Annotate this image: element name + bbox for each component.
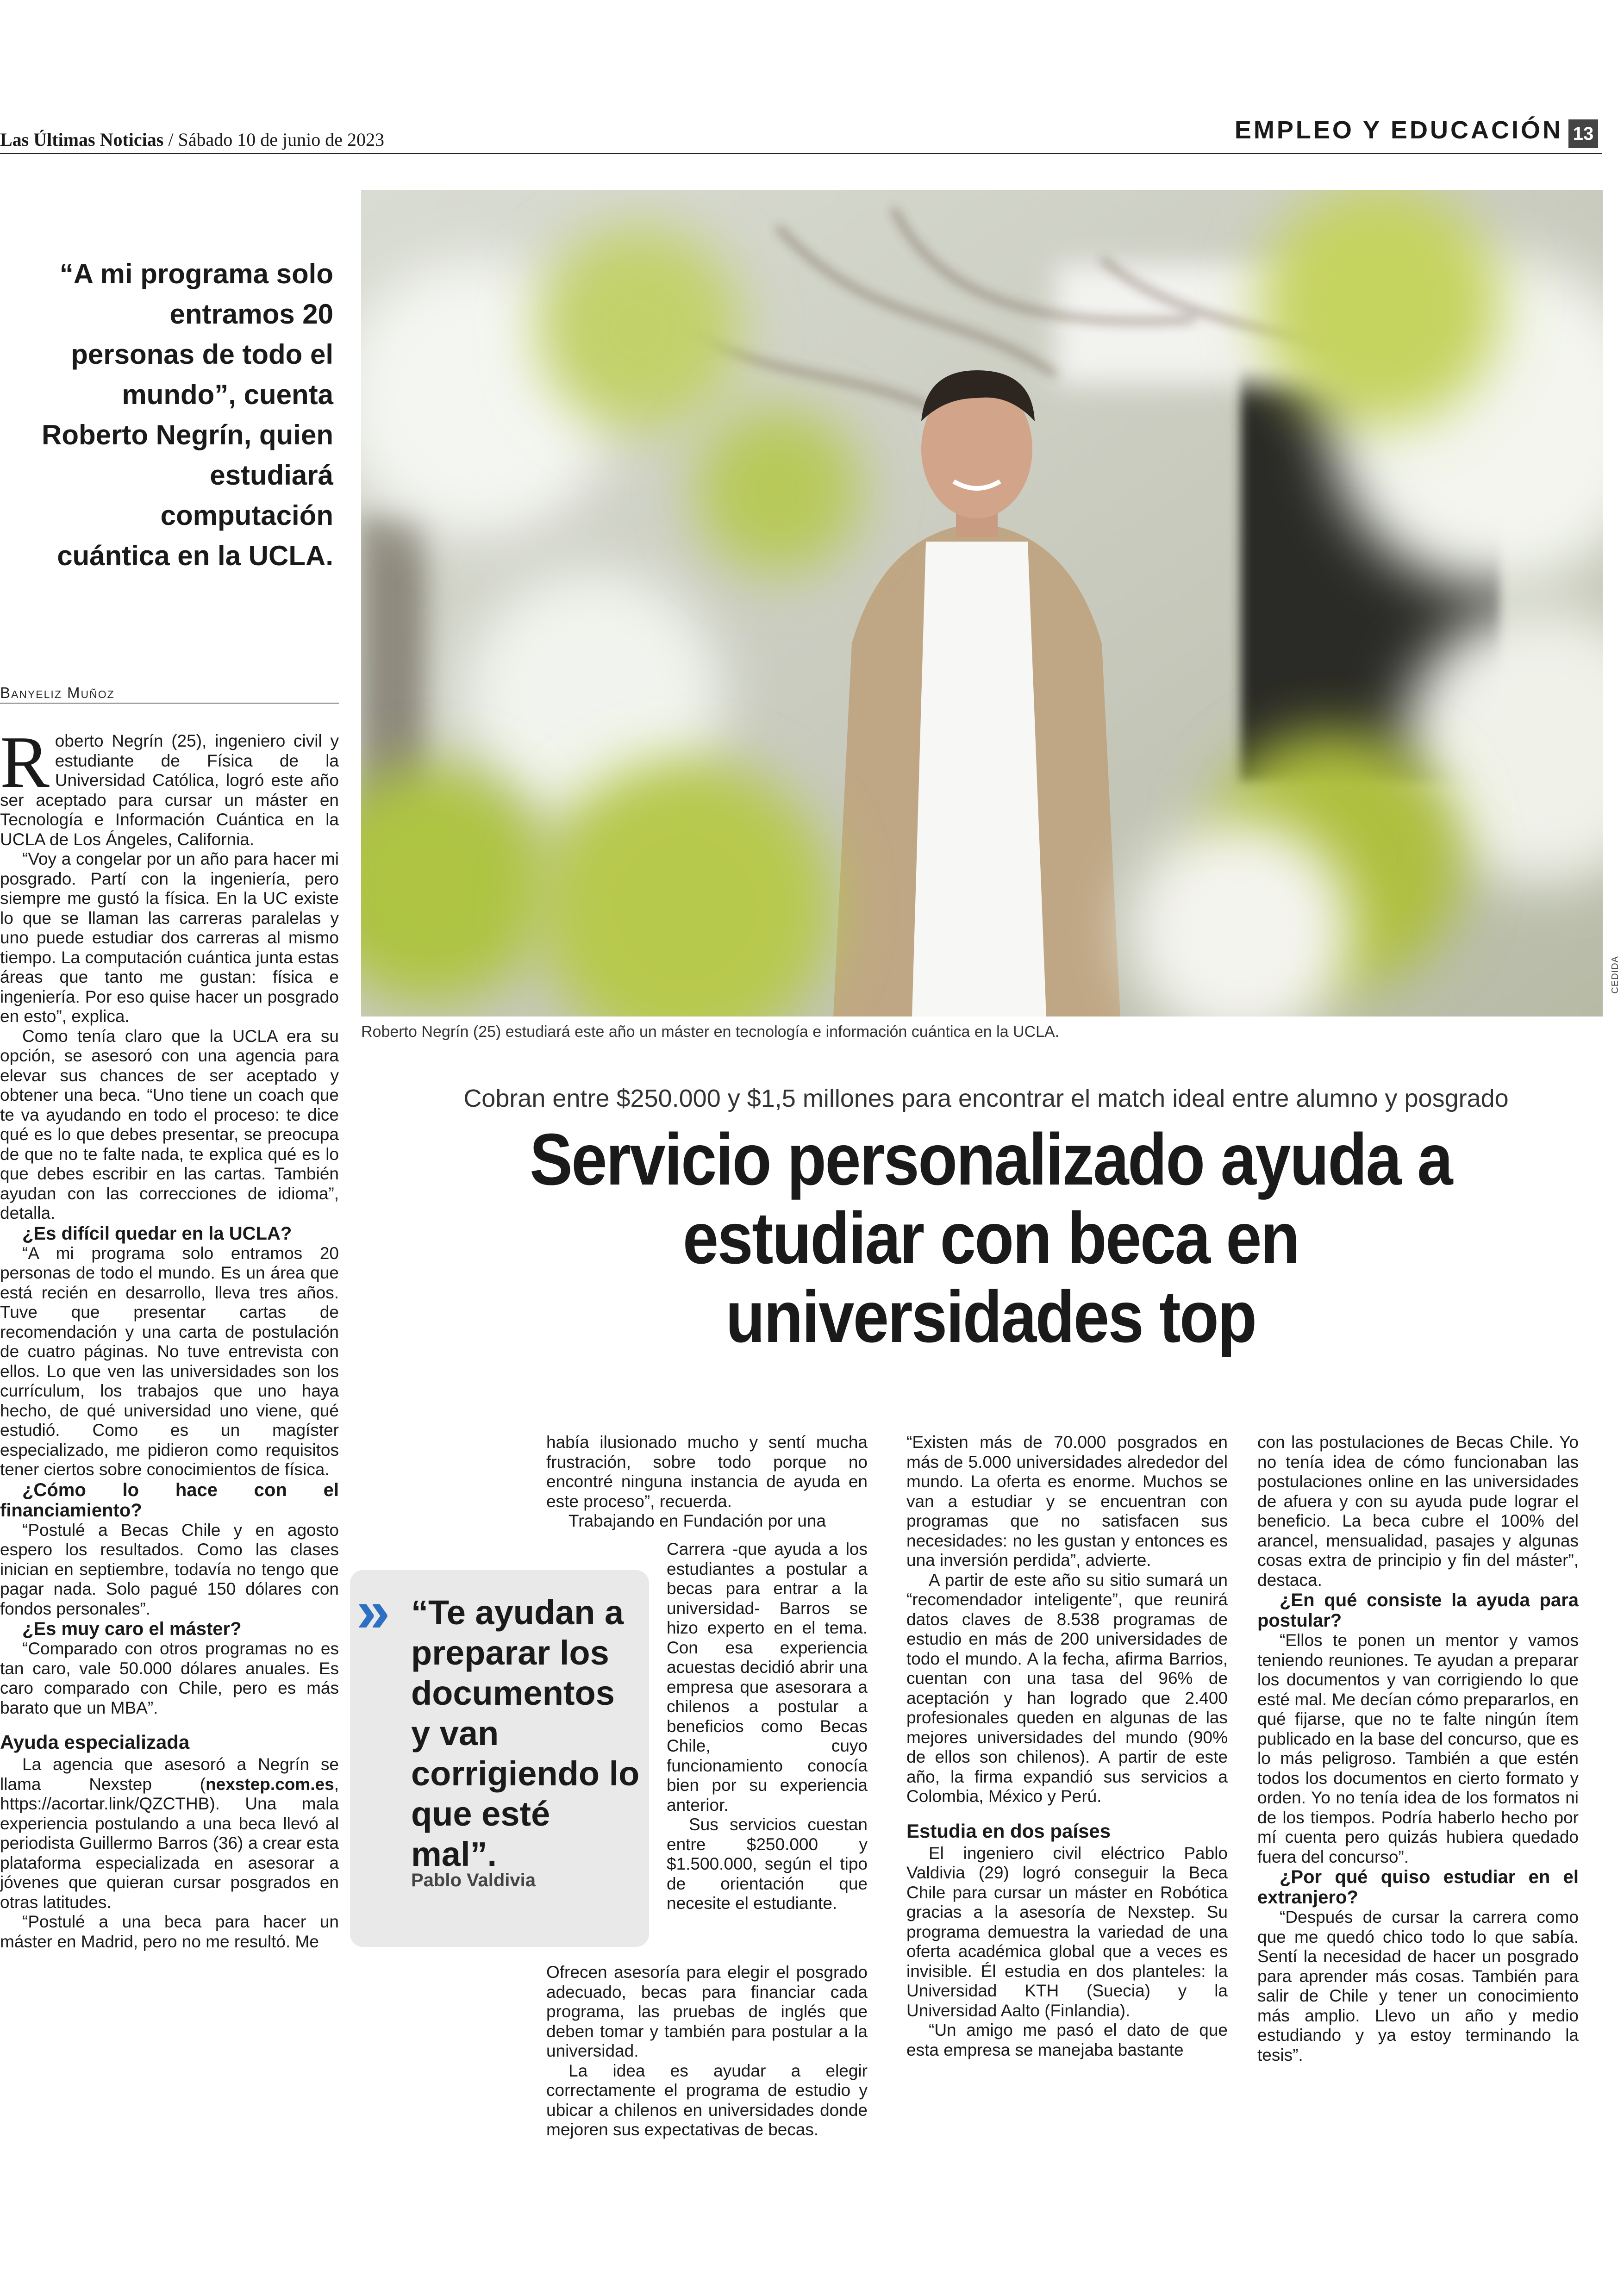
paragraph (0, 1755, 339, 1912)
article-column-2-bottom (546, 1963, 868, 2140)
paragraph: “Comparado con otros programas no es tan caro, vale 50.000 dólares anuales. Es caro comparado con Chile, pero es más barato que un MBA”. (0, 1639, 339, 1717)
article-photo (361, 190, 1603, 1017)
subheading: Estudia en dos países (906, 1820, 1111, 1842)
paragraph: Como tenía claro que la UCLA era su opción, se asesoró con una agencia para elevar sus chances de ser aceptado y obtener una beca. “Uno tiene un coach que te va ayudando en todo el proceso: te dice qué es lo que debes presentar, se preocupa de que no te falte nada, te explica qué es lo que debes escribir en las cartas. También ayudan con las correcciones de idioma”, detalla. (0, 1026, 339, 1222)
headline-line-2: estudiar con beca en (682, 1197, 1299, 1279)
quote-chevron-icon: » (356, 1577, 381, 1645)
interview-question: ¿Por qué quiso estudiar en el extranjero? (1257, 1867, 1579, 1908)
interview-question: ¿Es difícil quedar en la UCLA? (22, 1223, 292, 1244)
paragraph: “Voy a congelar por un año para hacer mi posgrado. Partí con la ingeniería, pero siempre me gustó la física. En la UC existe lo que se llaman las carreras paralelas y uno puede estudiar dos carreras al mismo tiempo. La computación cuántica junta estas áreas que tanto me gustan: física e ingeniería. Por eso quise hacer un posgrado en esto”, explica. (0, 849, 339, 1026)
interview-question: ¿Es muy caro el máster? (22, 1619, 242, 1639)
photo-caption: Roberto Negrín (25) estudiará este año un máster en tecnología e información cuántica en la UCLA. (361, 1023, 1060, 1041)
paragraph: con las postulaciones de Becas Chile. Yo no tenía idea de cómo funcionaban las postulaciones online en las universidades de afuera y con su ayuda pude lograr el beneficio. La beca cubre el 100% del arancel, mensualidad, pasajes y algunas cosas extra de principio y fin del máster”, destaca. (1257, 1433, 1579, 1590)
article-column-4 (1257, 1433, 1579, 2065)
paragraph: “Un amigo me pasó el dato de que esta empresa se manejaba bastante (906, 2021, 1228, 2059)
paragraph (0, 721, 339, 849)
article-column-3 (906, 1433, 1228, 2060)
byline: Banyeliz Muñoz (0, 684, 115, 701)
issue-date: Sábado 10 de junio de 2023 (178, 129, 384, 150)
subheading: Ayuda especializada (0, 1731, 190, 1753)
header-rule (0, 153, 1602, 154)
quote-text: “Te ayudan a preparar los documentos y van corrigiendo lo que esté mal”. (411, 1593, 640, 1873)
interview-question: ¿En qué consiste la ayuda para postular? (1257, 1590, 1579, 1631)
quote-author: Pablo Valdivia (411, 1870, 536, 1890)
article-column-2-top (546, 1433, 868, 1531)
headline-kicker: Cobran entre $250.000 y $1,5 millones para encontrar el match ideal entre alumno y posgrado (463, 1085, 1509, 1112)
headline-line-3: universidades top (725, 1276, 1256, 1358)
page-number: 13 (1568, 119, 1598, 148)
byline-rule (0, 703, 339, 704)
article-column-1 (0, 721, 339, 1952)
headline (453, 1120, 1528, 1356)
paragraph: A partir de este año su sitio sumará un “recomendador inteligente”, que reunirá datos claves de 8.538 programas de estudio en más de 200 universidades de todo el mundo. A la fecha, afirma Barrios, cuentan con una tasa del 96% de aceptación y han logrado que 2.400 profesionales queden en algunas de las mejores universidades del mundo (90% de ellos son chilenos). A partir de este año, la firma expandió sus servicios a Colombia, México y Perú. (906, 1570, 1228, 1806)
article-column-2-narrow (667, 1540, 868, 1914)
interview-question: ¿Cómo lo hace con el financiamiento? (0, 1479, 339, 1521)
website-link[interactable]: nexstep.com.es (206, 1774, 334, 1794)
newspaper-name: Las Últimas Noticias (0, 129, 164, 150)
masthead-date (0, 129, 384, 150)
paragraph-text: , https://acortar.link/QZCTHB). Una mala experiencia postulando a una beca llevó al periodista Guillermo Barros (36) a crear esta plataforma especializada en asesorar a jóvenes que quieran cursar posgrados en otras latitudes. (0, 1774, 339, 1912)
paragraph: El ingeniero civil eléctrico Pablo Valdivia (29) logró conseguir la Beca Chile para cursar un máster en Robótica gracias a la asesoría de Nexstep. Su programa demuestra la variedad de una oferta académica global que a veces es invisible. Él estudia en dos planteles: la Universidad KTH (Suecia) y la Universidad Aalto (Finlandia). (906, 1843, 1228, 2020)
paragraph: había ilusionado mucho y sentí mucha frustración, sobre todo porque no encontré ninguna instancia de ayuda en este proceso”, recuerda. (546, 1433, 868, 1511)
paragraph: “Después de cursar la carrera como que me quedó chico todo lo que sabía. Sentí la necesidad de hacer un posgrado para aprender más cosas. También para salir de Chile y tener un conocimiento más amplio. Llevo un año y medio estudiando y ya estoy terminando la tesis”. (1257, 1908, 1579, 2064)
photo-credit: CEDIDA (1610, 956, 1620, 994)
intro-pullquote: “A mi programa solo entramos 20 personas de todo el mundo”, cuenta Roberto Negrín, quien estudiará computación cuántica en la UCLA. (42, 258, 333, 571)
drop-cap: R (0, 721, 50, 803)
paragraph: La idea es ayudar a elegir correctamente el programa de estudio y ubicar a chilenos en universidades donde mejoren sus expectativas de becas. (546, 2061, 868, 2139)
paragraph: Trabajando en Fundación por una (568, 1511, 826, 1530)
paragraph: Sus servicios cuestan entre $250.000 y $1.500.000, según el tipo de orientación que necesite el estudiante. (667, 1815, 868, 1913)
section-title: EMPLEO Y EDUCACIÓN (1234, 116, 1563, 144)
paragraph: “A mi programa solo entramos 20 personas de todo el mundo. Es un área que está recién en desarrollo, lleva tres años. Tuve que presentar cartas de recomendación y una carta de postulación de cuatro páginas. No tuve entrevista con ellos. Lo que ven las universidades son los currículum, los trabajos que uno haya hecho, de qué universidad uno viene, qué estudió. Como es un magíster especializado, me pidieron como requisitos tener ciertos sobre conocimientos de física. (0, 1243, 339, 1479)
paragraph: “Existen más de 70.000 posgrados en más de 5.000 universidades alrededor del mundo. La oferta es enorme. Muchos se van a estudiar y se encuentran con programas que no satisfacen sus necesidades: no les gustan y entonces es una inversión perdida”, advierte. (906, 1433, 1228, 1570)
paragraph: “Ellos te ponen un mentor y vamos teniendo reuniones. Te ayudan a preparar los documentos y van corrigiendo lo que esté mal. Me decían cómo prepararlos, en qué fijarse, que no te falte ningún ítem publicado en la base del concurso, que es lo más peligroso. También a que estén todos los documentos en cierto formato y orden. Yo no tenía idea de los formatos ni de los tiempos. Podría haberlo hecho por mí cuenta pero quizás hubiera quedado fuera del concurso”. (1257, 1631, 1579, 1866)
paragraph: Ofrecen asesoría para elegir el posgrado adecuado, becas para financiar cada programa, las pruebas de inglés que deben tomar y también para postular a la universidad. (546, 1963, 868, 2060)
paragraph-text: oberto Negrín (25), ingeniero civil y estudiante de Física de la Universidad Católica, logró este año ser aceptado para cursar un máster en Tecnología e Información Cuántica en la UCLA de Los Ángeles, California. (0, 731, 339, 849)
paragraph: Carrera -que ayuda a los estudiantes a postular a becas para entrar a la universidad- Barros se hizo experto en el tema. Con esa experiencia acuestas decidió abrir una empresa que asesorara a chilenos a postular a beneficios como Becas Chile, cuyo funcionamiento conocía bien por su experiencia anterior. (667, 1540, 868, 1815)
photo-illustration (361, 190, 1603, 1017)
paragraph: “Postulé a una beca para hacer un máster en Madrid, pero no me resultó. Me (0, 1912, 339, 1951)
masthead-separator: / (163, 129, 178, 150)
paragraph-text: La agencia que asesoró a Negrín se llama Nexstep ( (0, 1755, 339, 1794)
paragraph: “Postulé a Becas Chile y en agosto espero los resultados. Como las clases inician en septiembre, todavía no tengo que pagar nada. Solo pagué 150 dólares con fondos personales”. (0, 1520, 339, 1618)
headline-line-1: Servicio personalizado ayuda a (530, 1119, 1452, 1200)
